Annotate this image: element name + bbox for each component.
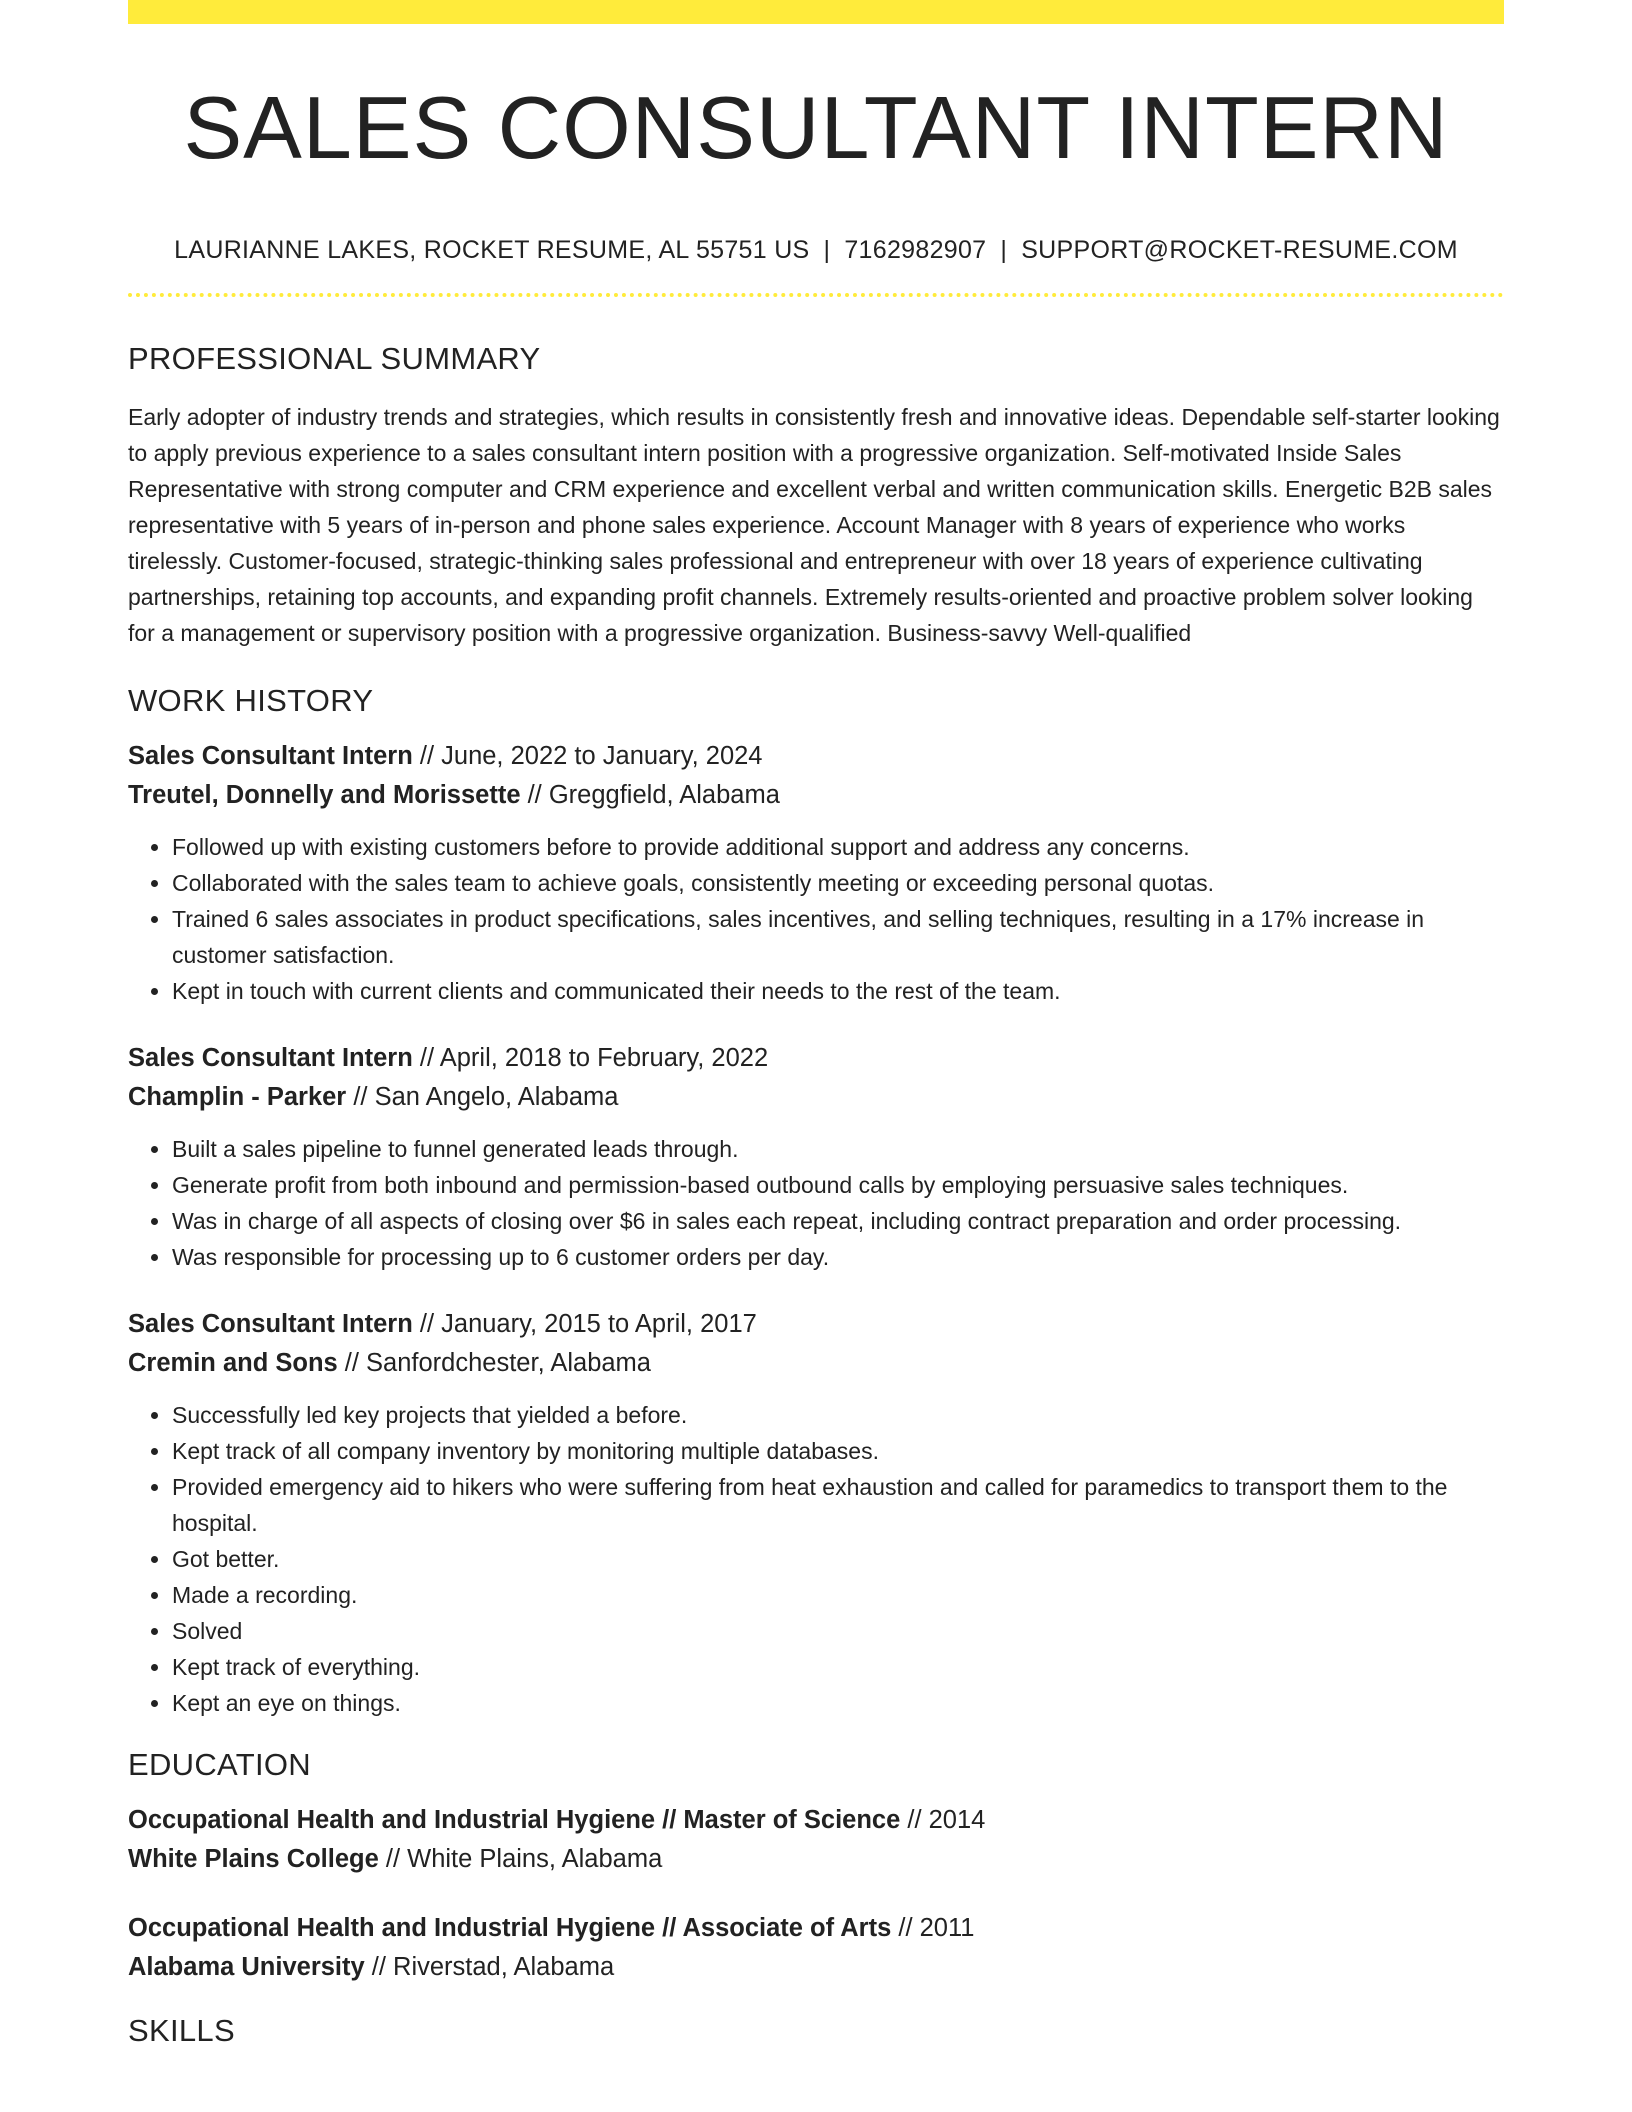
delimiter: // bbox=[891, 1914, 920, 1942]
job-dates: June, 2022 to January, 2024 bbox=[441, 742, 763, 770]
summary-text: Early adopter of industry trends and strategies, which results in consistently fresh and innovative ideas. Dependable self-starter looking to apply previous experience to a sales consultant intern position with a progressive organization. Self-motivated Inside Sales Representative with strong computer and CRM experience and excellent verbal and written communication skills. Energetic B2B sales representative with 5 years of in-person and phone sales experience. Account Manager with 8 years of experience who works tirelessly. Customer-focused, strategic-thinking sales professional and entrepreneur with over 18 years of experience cultivating partnerships, retaining top accounts, and expanding profit channels. Extremely results-oriented and proactive problem solver looking for a management or supervisory position with a progressive organization. Business-savvy Well-qualified bbox=[128, 404, 1500, 646]
job-dates: January, 2015 to April, 2017 bbox=[441, 1310, 757, 1338]
delimiter: // bbox=[364, 1953, 394, 1981]
graduation-year: 2011 bbox=[919, 1914, 975, 1942]
degree: Occupational Health and Industrial Hygiene // Master of Science bbox=[128, 1806, 901, 1834]
summary-heading: PROFESSIONAL SUMMARY bbox=[128, 341, 541, 376]
list-item: • Kept track of all company inventory by monitoring multiple databases. bbox=[172, 1433, 1504, 1469]
job-role: Sales Consultant Intern bbox=[128, 1310, 413, 1338]
dotted-divider bbox=[128, 293, 1504, 297]
list-item: • Followed up with existing customers before to provide additional support and address any concerns. bbox=[172, 829, 1504, 865]
job-company: Treutel, Donnelly and Morissette bbox=[128, 781, 521, 809]
job-company-line bbox=[128, 1078, 1504, 1117]
school-location: White Plains, Alabama bbox=[407, 1845, 663, 1873]
degree-line bbox=[128, 1909, 1504, 1948]
job-location: Greggfield, Alabama bbox=[548, 781, 780, 809]
job-bullets bbox=[128, 1131, 1504, 1275]
delimiter: // bbox=[520, 781, 549, 809]
list-item: • Kept track of everything. bbox=[172, 1649, 1504, 1685]
contact-separator: | bbox=[823, 236, 831, 264]
graduation-year: 2014 bbox=[928, 1806, 986, 1834]
delimiter: // bbox=[337, 1349, 367, 1377]
list-item: • Got better. bbox=[172, 1541, 1504, 1577]
job-title-line bbox=[128, 1305, 1504, 1344]
delimiter: // bbox=[412, 742, 442, 770]
list-item: • Kept in touch with current clients and communicated their needs to the rest of the team. bbox=[172, 973, 1504, 1009]
job-location: San Angelo, Alabama bbox=[374, 1083, 619, 1111]
education-heading: EDUCATION bbox=[128, 1747, 311, 1782]
resume-page bbox=[128, 0, 1504, 2049]
school-line bbox=[128, 1840, 1504, 1879]
job-entry bbox=[128, 1039, 1504, 1275]
job-company: Cremin and Sons bbox=[128, 1349, 338, 1377]
education-entry bbox=[128, 1801, 1504, 1879]
resume-title: SALES CONSULTANT INTERN bbox=[183, 78, 1449, 177]
job-role: Sales Consultant Intern bbox=[128, 742, 413, 770]
list-item: • Built a sales pipeline to funnel generated leads through. bbox=[172, 1131, 1504, 1167]
list-item: • Collaborated with the sales team to achieve goals, consistently meeting or exceeding personal quotas. bbox=[172, 865, 1504, 901]
contact-separator: | bbox=[1000, 236, 1008, 264]
delimiter: // bbox=[346, 1083, 375, 1111]
job-company: Champlin - Parker bbox=[128, 1083, 347, 1111]
list-item: • Made a recording. bbox=[172, 1577, 1504, 1613]
contact-address: LAURIANNE LAKES, ROCKET RESUME, AL 55751 US bbox=[174, 236, 810, 264]
list-item: • Successfully led key projects that yielded a before. bbox=[172, 1397, 1504, 1433]
delimiter: // bbox=[900, 1806, 929, 1834]
job-company-line bbox=[128, 1344, 1504, 1383]
delimiter: // bbox=[412, 1310, 442, 1338]
education-entry bbox=[128, 1909, 1504, 1987]
job-entry bbox=[128, 737, 1504, 1009]
contact-email: SUPPORT@ROCKET-RESUME.COM bbox=[1021, 236, 1458, 264]
job-dates: April, 2018 to February, 2022 bbox=[439, 1044, 769, 1072]
list-item: • Kept an eye on things. bbox=[172, 1685, 1504, 1721]
list-item: • Was responsible for processing up to 6 customer orders per day. bbox=[172, 1239, 1504, 1275]
job-title-line bbox=[128, 737, 1504, 776]
degree: Occupational Health and Industrial Hygiene // Associate of Arts bbox=[128, 1914, 892, 1942]
contact-line bbox=[128, 236, 1504, 265]
delimiter: // bbox=[378, 1845, 408, 1873]
school-name: White Plains College bbox=[128, 1845, 379, 1873]
job-title-line bbox=[128, 1039, 1504, 1078]
job-bullets bbox=[128, 829, 1504, 1009]
job-bullets bbox=[128, 1397, 1504, 1721]
list-item: • Solved bbox=[172, 1613, 1504, 1649]
school-name: Alabama University bbox=[128, 1953, 365, 1981]
list-item: • Was in charge of all aspects of closing over $6 in sales each repeat, including contract preparation and order processing. bbox=[172, 1203, 1504, 1239]
contact-phone: 7162982907 bbox=[844, 236, 987, 264]
skills-heading: SKILLS bbox=[128, 2013, 235, 2048]
job-role: Sales Consultant Intern bbox=[128, 1044, 413, 1072]
work-history-heading: WORK HISTORY bbox=[128, 683, 374, 718]
list-item: • Provided emergency aid to hikers who were suffering from heat exhaustion and called for paramedics to transport them to the hospital. bbox=[172, 1469, 1504, 1541]
delimiter: // bbox=[412, 1044, 440, 1072]
accent-top-bar bbox=[128, 0, 1504, 24]
school-location: Riverstad, Alabama bbox=[393, 1953, 615, 1981]
degree-line bbox=[128, 1801, 1504, 1840]
school-line bbox=[128, 1948, 1504, 1987]
list-item: • Generate profit from both inbound and permission-based outbound calls by employing persuasive sales techniques. bbox=[172, 1167, 1504, 1203]
job-location: Sanfordchester, Alabama bbox=[366, 1349, 651, 1377]
job-entry bbox=[128, 1305, 1504, 1721]
job-company-line bbox=[128, 776, 1504, 815]
list-item: • Trained 6 sales associates in product specifications, sales incentives, and selling techniques, resulting in a 17% increase in customer satisfaction. bbox=[172, 901, 1504, 973]
